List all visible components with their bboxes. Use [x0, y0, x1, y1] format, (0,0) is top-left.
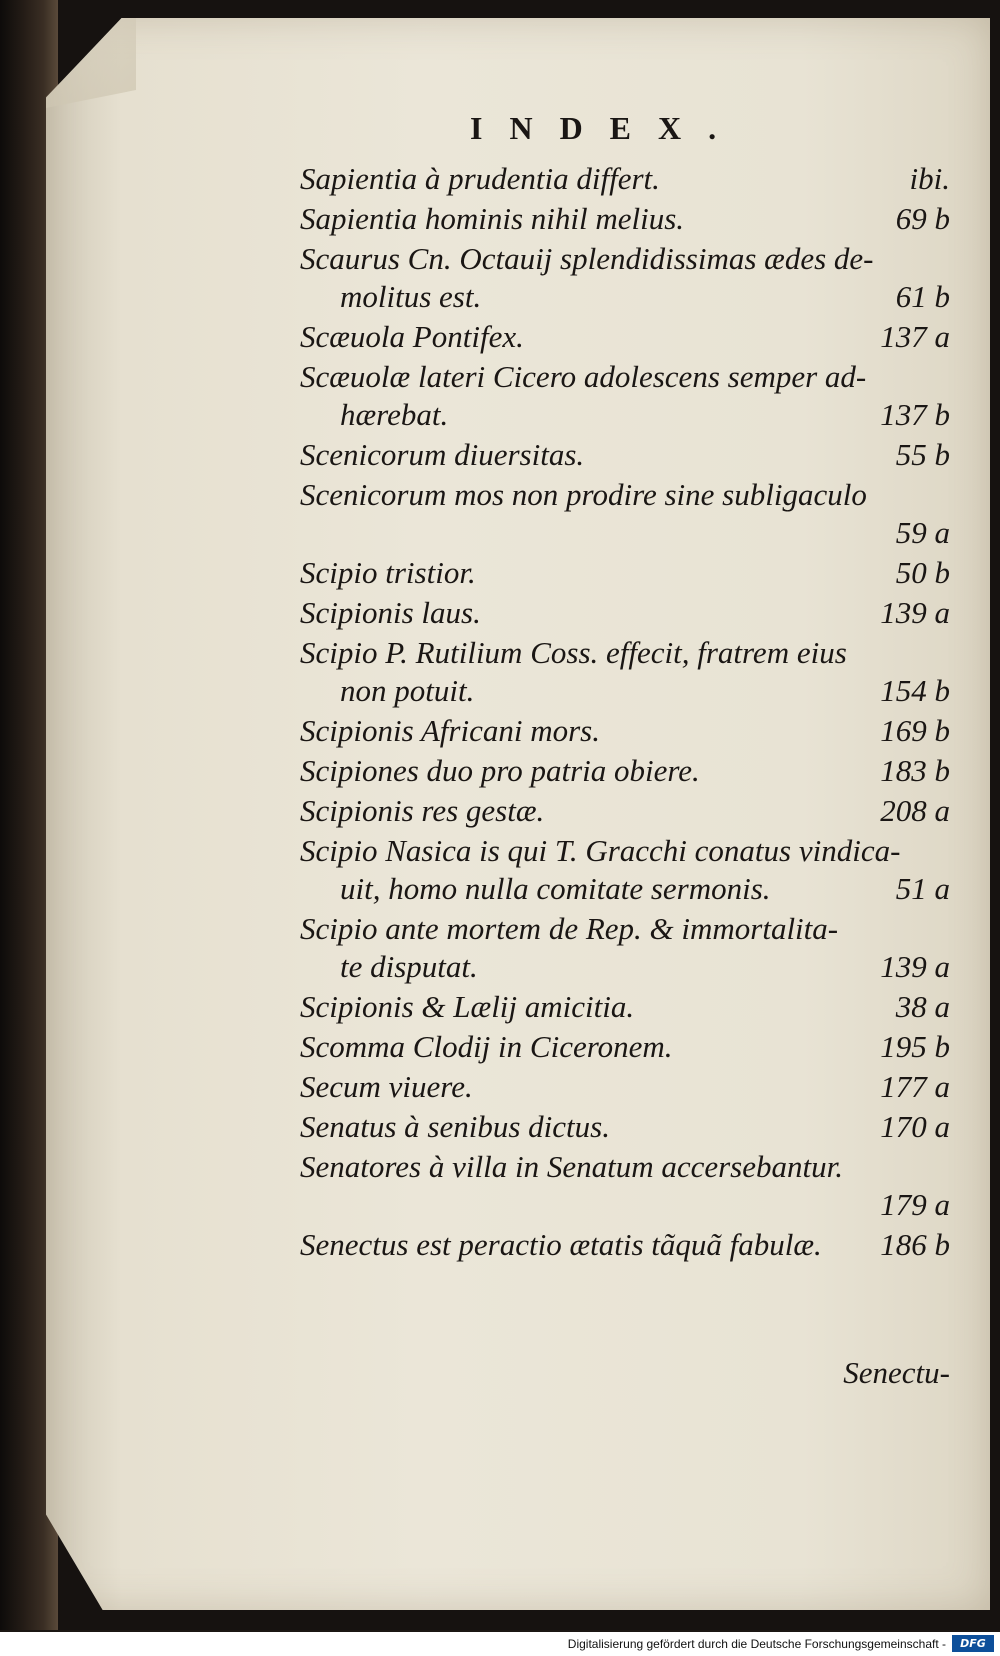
page-header: INDEX.	[470, 110, 744, 146]
entry-text-line: uit, homo nulla comitate sermonis.	[340, 871, 771, 906]
index-entry	[300, 712, 950, 750]
entry-text-line: Scipionis laus.	[300, 595, 481, 630]
index-entry	[300, 792, 950, 830]
entry-text-line: Scipionis Africani mors.	[300, 713, 600, 748]
index-entry	[300, 1108, 950, 1146]
index-entry	[300, 1028, 950, 1066]
entry-page-reference: 179 a	[880, 1187, 950, 1222]
index-entry	[300, 200, 950, 238]
entry-page-reference: 170 a	[880, 1109, 950, 1144]
dfg-logo: DFG	[952, 1635, 994, 1652]
entry-text-line: Senectus est peractio ætatis tãquã fabulæ.	[300, 1227, 822, 1262]
index-entry	[300, 988, 950, 1026]
entry-text-line	[300, 514, 950, 552]
entry-text-line: non potuit.	[340, 673, 475, 708]
entry-page-reference: 61 b	[895, 279, 950, 314]
entry-text-line: Scipio ante mortem de Rep. & immortalita-	[300, 911, 839, 946]
entry-text-line: Scomma Clodij in Ciceronem.	[300, 1029, 673, 1064]
entry-text-line: Secum viuere.	[300, 1069, 473, 1104]
entry-page-reference: 69 b	[895, 201, 950, 236]
entry-text-line: Scipio P. Rutilium Coss. effecit, fratrem eius	[300, 635, 847, 670]
entry-page-reference: 177 a	[880, 1069, 950, 1104]
entry-text-line: Scipionis & Lælij amicitia.	[300, 989, 635, 1024]
index-entry	[300, 240, 950, 316]
digitization-footer	[0, 1632, 1000, 1656]
entry-text-line: Scipio Nasica is qui T. Gracchi conatus vindica-	[300, 833, 901, 868]
entry-page-reference: 169 b	[880, 713, 950, 748]
entry-page-reference: ibi.	[909, 161, 950, 196]
entry-page-reference: 186 b	[880, 1227, 950, 1262]
entry-text-line: Scipio tristior.	[300, 555, 476, 590]
entry-page-reference: 195 b	[880, 1029, 950, 1064]
entry-text-line: Senatores à villa in Senatum accersebantur.	[300, 1149, 843, 1184]
index-entry	[300, 476, 950, 552]
index-entry	[300, 436, 950, 474]
entry-text-line: hærebat.	[340, 397, 449, 432]
entry-page-reference: 139 a	[880, 595, 950, 630]
entry-text-line: Scenicorum mos non prodire sine subligaculo	[300, 477, 867, 512]
index-entry	[300, 594, 950, 632]
catchword: Senectu-	[843, 1355, 950, 1390]
entry-page-reference: 50 b	[895, 555, 950, 590]
entry-text-line: molitus est.	[340, 279, 482, 314]
index-entry	[300, 358, 950, 434]
entry-page-reference: 55 b	[895, 437, 950, 472]
entry-page-reference: 38 a	[895, 989, 950, 1024]
footer-credit: Digitalisierung gefördert durch die Deutsche Forschungsgemeinschaft -	[567, 1637, 946, 1651]
entry-page-reference: 154 b	[880, 673, 950, 708]
entry-page-reference: 51 a	[895, 871, 950, 906]
entry-text-line: te disputat.	[340, 949, 478, 984]
index-entry	[300, 634, 950, 710]
entry-page-reference: 137 a	[880, 319, 950, 354]
entry-page-reference: 59 a	[895, 515, 950, 550]
entry-text-line: Scipiones duo pro patria obiere.	[300, 753, 700, 788]
index-entry	[300, 318, 950, 356]
index-entry	[300, 1068, 950, 1106]
index-entry	[300, 160, 950, 198]
entry-text-line: Scenicorum diuersitas.	[300, 437, 585, 472]
entry-text-line: Sapientia hominis nihil melius.	[300, 201, 685, 236]
entry-page-reference: 183 b	[880, 753, 950, 788]
entry-page-reference: 137 b	[880, 397, 950, 432]
entry-text-line: Senatus à senibus dictus.	[300, 1109, 610, 1144]
index-entry	[300, 832, 950, 908]
entry-page-reference: 139 a	[880, 949, 950, 984]
entry-text-line: Scæuola Pontifex.	[300, 319, 524, 354]
index-entry	[300, 752, 950, 790]
entry-page-reference: 208 a	[880, 793, 950, 828]
index-entry	[300, 1226, 950, 1264]
index-entry	[300, 910, 950, 986]
entry-text-line: Scaurus Cn. Octauij splendidissimas ædes de-	[300, 241, 874, 276]
entry-text-line: Scæuolæ lateri Cicero adolescens semper ad-	[300, 359, 867, 394]
entry-text-line: Scipionis res gestæ.	[300, 793, 545, 828]
index-entry	[300, 554, 950, 592]
index-entry	[300, 1148, 950, 1224]
entry-text-line	[300, 1186, 950, 1224]
entry-text-line: Sapientia à prudentia differt.	[300, 161, 660, 196]
